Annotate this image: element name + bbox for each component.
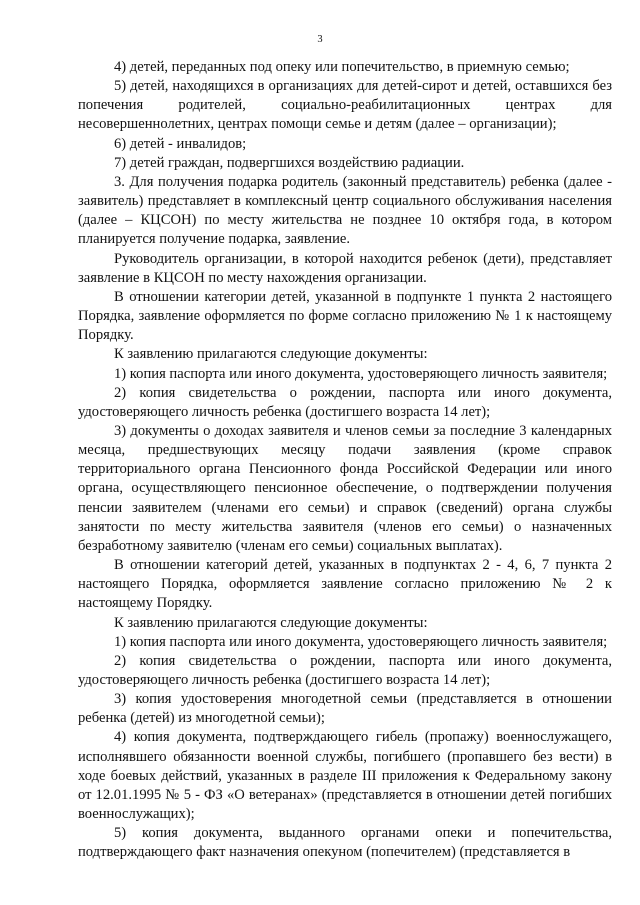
paragraph-doc-1-passport: 1) копия паспорта или иного документа, удостоверяющего личность заявителя; — [114, 365, 608, 382]
paragraph-item-4: 4) детей, переданных под опеку или попечительство, в приемную семью; — [114, 59, 570, 75]
paragraph-item-5: 5) детей, находящихся в организациях для детей-сирот и детей, оставшихся без попечения родителей, социально-реабилитационных центрах для несовершеннолетних, центрах помощи семье и детям (далее – организации); — [78, 78, 612, 133]
paragraph-clause-3: 3. Для получения подарка родитель (законный представитель) ребенка (далее - заявитель) представляет в комплексный центр социального обслуживания населения (далее – КЦСОН) по месту жительства не позднее 10 октября года, в котором планируется получение подарка, заявление. — [78, 173, 612, 248]
paragraph-documents-intro-1: К заявлению прилагаются следующие документы: — [114, 346, 428, 363]
paragraph-categories-2-7: В отношении категорий детей, указанных в подпунктах 2 - 4, 6, 7 пункта 2 настоящего Порядка, оформляется заявление согласно приложению № 2 к настоящему Порядку. — [78, 557, 612, 612]
paragraph-doc-2-guardianship: 5) копия документа, выданного органами опеки и попечительства, подтверждающего факт назначения опекуном (попечителем) (представляется в — [78, 825, 612, 861]
paragraph-doc-1-birth-certificate: 2) копия свидетельства о рождении, паспорта или иного документа, удостоверяющего личность ребенка (достигшего возраста 14 лет); — [78, 384, 612, 420]
paragraph-doc-2-birth-certificate: 2) копия свидетельства о рождении, паспорта или иного документа, удостоверяющего личность ребенка (достигшего возраста 14 лет); — [78, 652, 612, 688]
paragraph-doc-2-serviceman: 4) копия документа, подтверждающего гибель (пропажу) военнослужащего, исполнявшего обязанности военной службы, погибшего (пропавшего без вести) в ходе боевых действий, указанных в разделе III приложения к Федеральному закону от 12.01.1995 № 5 - ФЗ «О ветеранах» (представляется в отношении детей погибших военнослужащих); — [78, 729, 612, 823]
paragraph-doc-2-passport: 1) копия паспорта или иного документа, удостоверяющего личность заявителя; — [114, 633, 608, 650]
paragraph-item-7: 7) детей граждан, подвергшихся воздействию радиации. — [114, 154, 465, 171]
paragraph-item-6: 6) детей - инвалидов; — [114, 135, 247, 152]
paragraph-category-1: В отношении категории детей, указанной в подпункте 1 пункта 2 настоящего Порядка, заявление оформляется по форме согласно приложению № 1 к настоящему Порядку. — [78, 288, 612, 344]
paragraph-doc-2-large-family: 3) копия удостоверения многодетной семьи (представляется в отношении ребенка (детей) из многодетной семьи); — [78, 691, 612, 727]
paragraph-documents-intro-2: К заявлению прилагаются следующие документы: — [114, 614, 428, 631]
paragraph-doc-1-income: 3) документы о доходах заявителя и членов семьи за последние 3 календарных месяца, предшествующих месяцу подачи заявления (кроме справок территориального органа Пенсионного фонда Российской Федерации или иного органа, осуществляющего пенсионное обеспечение, о подтверждении получения пенсии заявителем (членами его семьи) и справок (сведений) органа службы занятости по месту жительства заявителя (членов его семьи) о назначенных безработному заявителю (членам его семьи) социальных выплатах). — [78, 422, 612, 554]
page-number: 3 — [317, 34, 323, 45]
document-body — [78, 58, 612, 863]
paragraph-organization-head: Руководитель организации, в которой находится ребенок (дети), представляет заявление в КЦСОН по месту нахождения организации. — [78, 250, 612, 286]
